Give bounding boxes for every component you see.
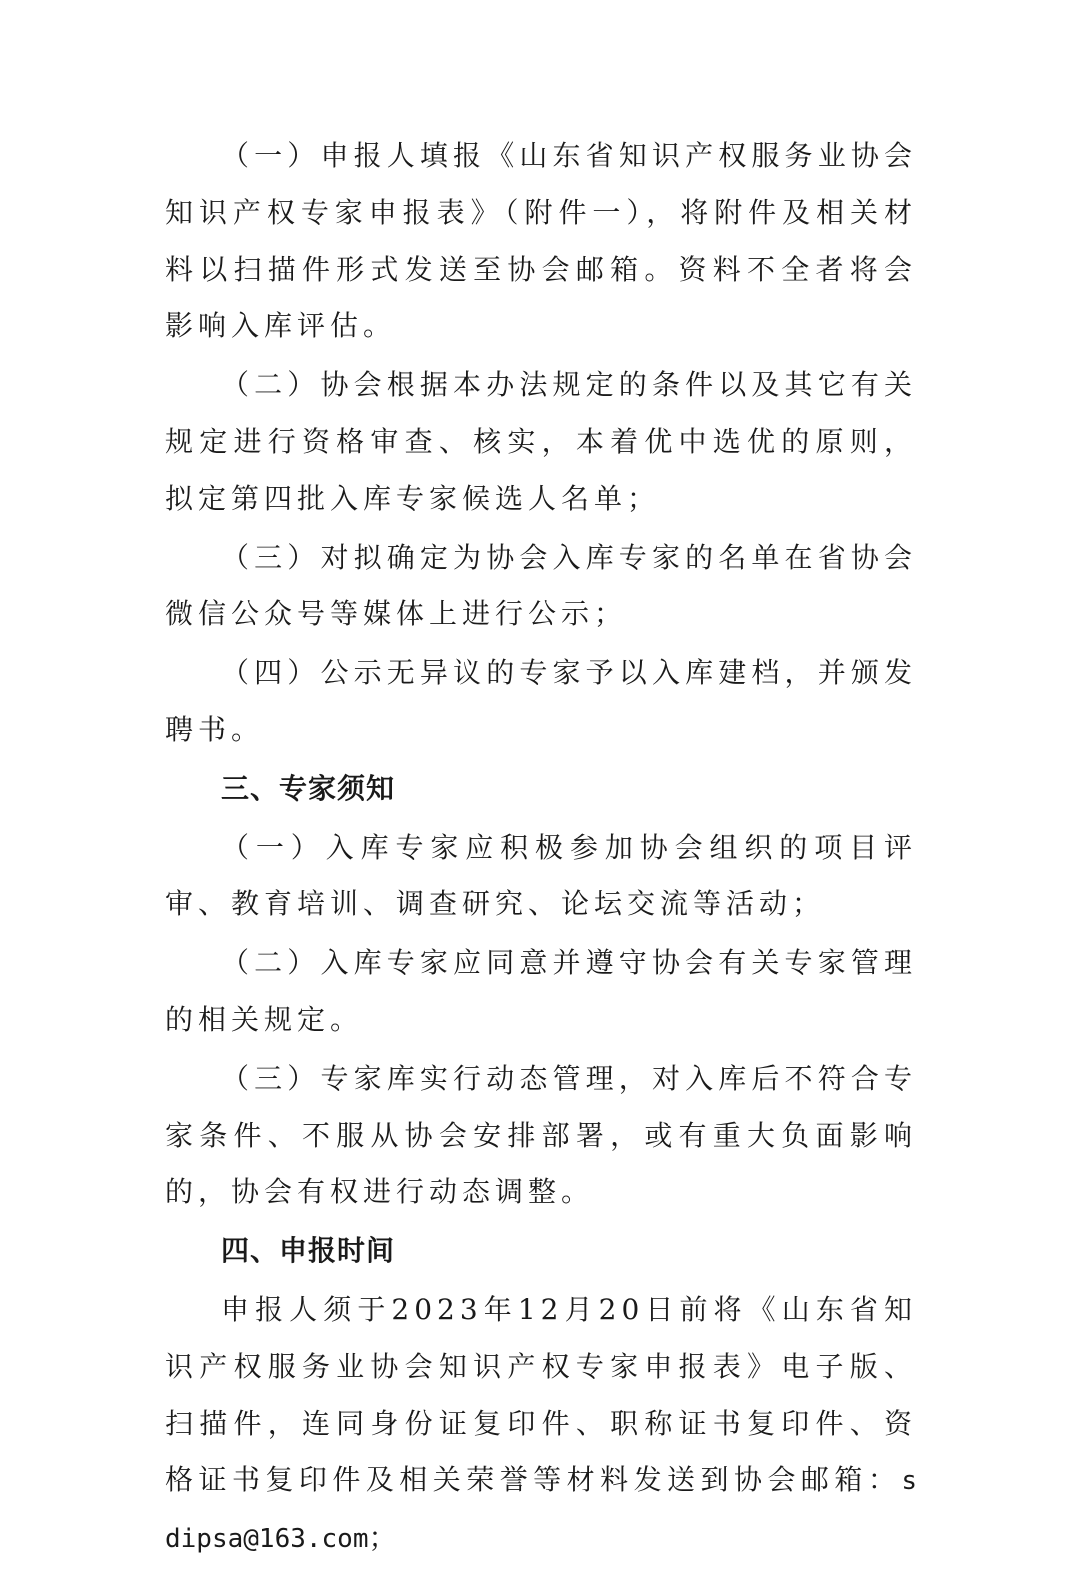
- section3-item-3: （三）专家库实行动态管理，对入库后不符合专家条件、不服从协会安排部署，或有重大负面影响的，协会有权进行动态调整。: [165, 1061, 917, 1209]
- section4-heading: 四、申报时间: [221, 1234, 396, 1268]
- section4-text: 申报人须于2023年12月20日前将《山东省知识产权服务业协会知识产权专家申报表》电子版、扫描件，连同身份证复印件、职称证书复印件、资格证书复印件及相关荣誉等材料发送到协会邮箱：: [165, 1292, 917, 1497]
- section4-paragraph: [165, 1282, 917, 1568]
- section4-end: ；: [368, 1521, 402, 1555]
- section2-item-4: （四）公示无异议的专家予以入库建档，并颁发聘书。: [165, 656, 917, 746]
- section2-item-3: （三）对拟确定为协会入库专家的名单在省协会微信公众号等媒体上进行公示；: [165, 540, 917, 631]
- section3-heading: 三、专家须知: [221, 771, 396, 805]
- document-body: [165, 128, 917, 1570]
- section2-item-1: （一）申报人填报《山东省知识产权服务业协会知识产权专家申报表》（附件一），将附件及相关材料以扫描件形式发送至协会邮箱。资料不全者将会影响入库评估。: [165, 139, 917, 343]
- section2-item-2: （二）协会根据本办法规定的条件以及其它有关规定进行资格审查、核实，本着优中选优的原则，拟定第四批入库专家候选人名单；: [165, 368, 917, 515]
- association-email: sdipsa@163.com: [165, 1466, 917, 1555]
- section3-item-2: （二）入库专家应同意并遵守协会有关专家管理的相关规定。: [165, 946, 917, 1036]
- section3-item-1: （一）入库专家应积极参加协会组织的项目评审、教育培训、调查研究、论坛交流等活动；: [165, 830, 917, 921]
